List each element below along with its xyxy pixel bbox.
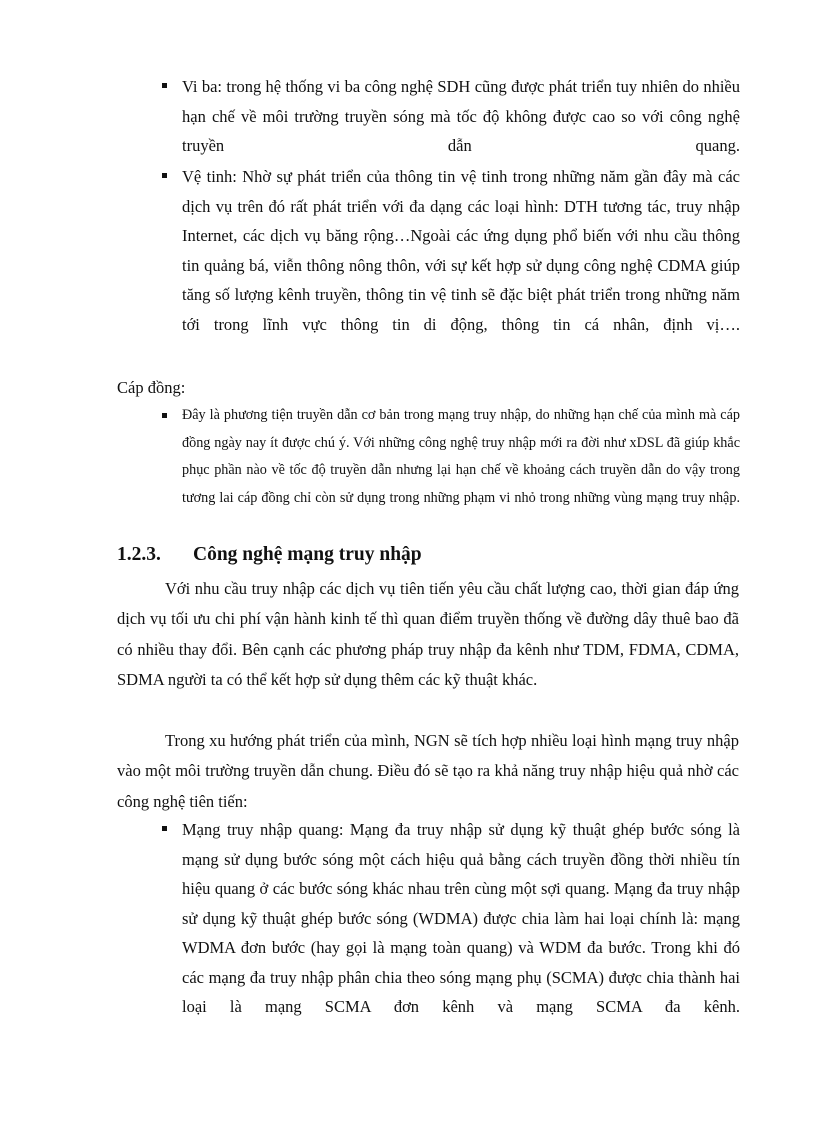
square-bullet-icon bbox=[162, 83, 167, 88]
square-bullet-icon bbox=[162, 413, 167, 418]
square-bullet-icon bbox=[162, 826, 167, 831]
bullet-text: Mạng truy nhập quang: Mạng đa truy nhập sử dụng kỹ thuật ghép bước sóng là mạng sử dụng bước sóng một cách hiệu quả bằng cách truyền đồng thời nhiều tín hiệu quang ở các bước sóng khác nhau trên cùng một sợi quang. Mạng đa truy nhập sử dụng kỹ thuật ghép bước sóng (WDMA) được chia làm hai loại chính là: mạng WDMA đơn bước (hay gọi là mạng toàn quang) và WDM đa bước. Trong khi đó các mạng đa truy nhập phân chia theo sóng mạng phụ (SCMA) được chia thành hai loại là mạng SCMA đơn kênh và mạng SCMA đa kênh. bbox=[182, 820, 740, 1016]
bullet-text: Vệ tinh: Nhờ sự phát triển của thông tin vệ tinh trong những năm gần đây mà các dịch vụ trên đó rất phát triển với đa dạng các loại hình: DTH tương tác, truy nhập Internet, các dịch vụ băng rộng…Ngoài các ứng dụng phổ biến với nhu cầu thông tin quảng bá, viễn thông nông thôn, với sự kết hợp sử dụng công nghệ CDMA giúp tăng số lượng kênh truyền, thông tin vệ tinh sẽ đặc biệt phát triển trong những năm tới trong lĩnh vực thông tin di động, thông tin cá nhân, định vị…. bbox=[182, 167, 740, 334]
bullet-text: Vi ba: trong hệ thống vi ba công nghệ SDH cũng được phát triển tuy nhiên do nhiều hạn chế về môi trường truyền sóng mà tốc độ không được cao so với công nghệ truyền dẫn quang. bbox=[182, 77, 740, 155]
paragraph-1: Với nhu cầu truy nhập các dịch vụ tiên tiến yêu cầu chất lượng cao, thời gian đáp ứng dịch vụ tối ưu chi phí vận hành kinh tế thì quan điểm truyền thống về đường dây thuê bao đã có nhiều thay đổi. Bên cạnh các phương pháp truy nhập đa kênh như TDM, FDMA, CDMA, SDMA người ta có thể kết hợp sử dụng thêm các kỹ thuật khác. bbox=[117, 579, 739, 690]
section-number: 1.2.3. bbox=[117, 544, 161, 565]
bullet-copper-cable bbox=[162, 402, 740, 540]
cap-dong-label: Cáp đồng: bbox=[117, 378, 186, 397]
bullet-satellite bbox=[162, 162, 740, 369]
paragraph-2: Trong xu hướng phát triển của mình, NGN sẽ tích hợp nhiều loại hình mạng truy nhập vào một môi trường truyền dẫn chung. Điều đó sẽ tạo ra khả năng truy nhập hiệu quả nhờ các công nghệ tiên tiến: bbox=[117, 731, 739, 811]
section-heading bbox=[117, 540, 422, 570]
square-bullet-icon bbox=[162, 173, 167, 178]
bullet-optical-access bbox=[162, 815, 740, 1051]
section-title: Công nghệ mạng truy nhập bbox=[193, 544, 422, 565]
bullet-text: Đây là phương tiện truyền dẫn cơ bản trong mạng truy nhập, do những hạn chế của mình mà cáp đồng ngày nay ít được chú ý. Với những công nghệ truy nhập mới ra đời như xDSL đã giúp khắc phục phần nào về tốc độ truyền dẫn nhưng lại hạn chế về khoảng cách truyền dẫn do vậy trong tương lai cáp đồng chỉ còn sử dụng trong những phạm vi nhỏ trong những vùng mạng truy nhập. bbox=[182, 407, 740, 506]
